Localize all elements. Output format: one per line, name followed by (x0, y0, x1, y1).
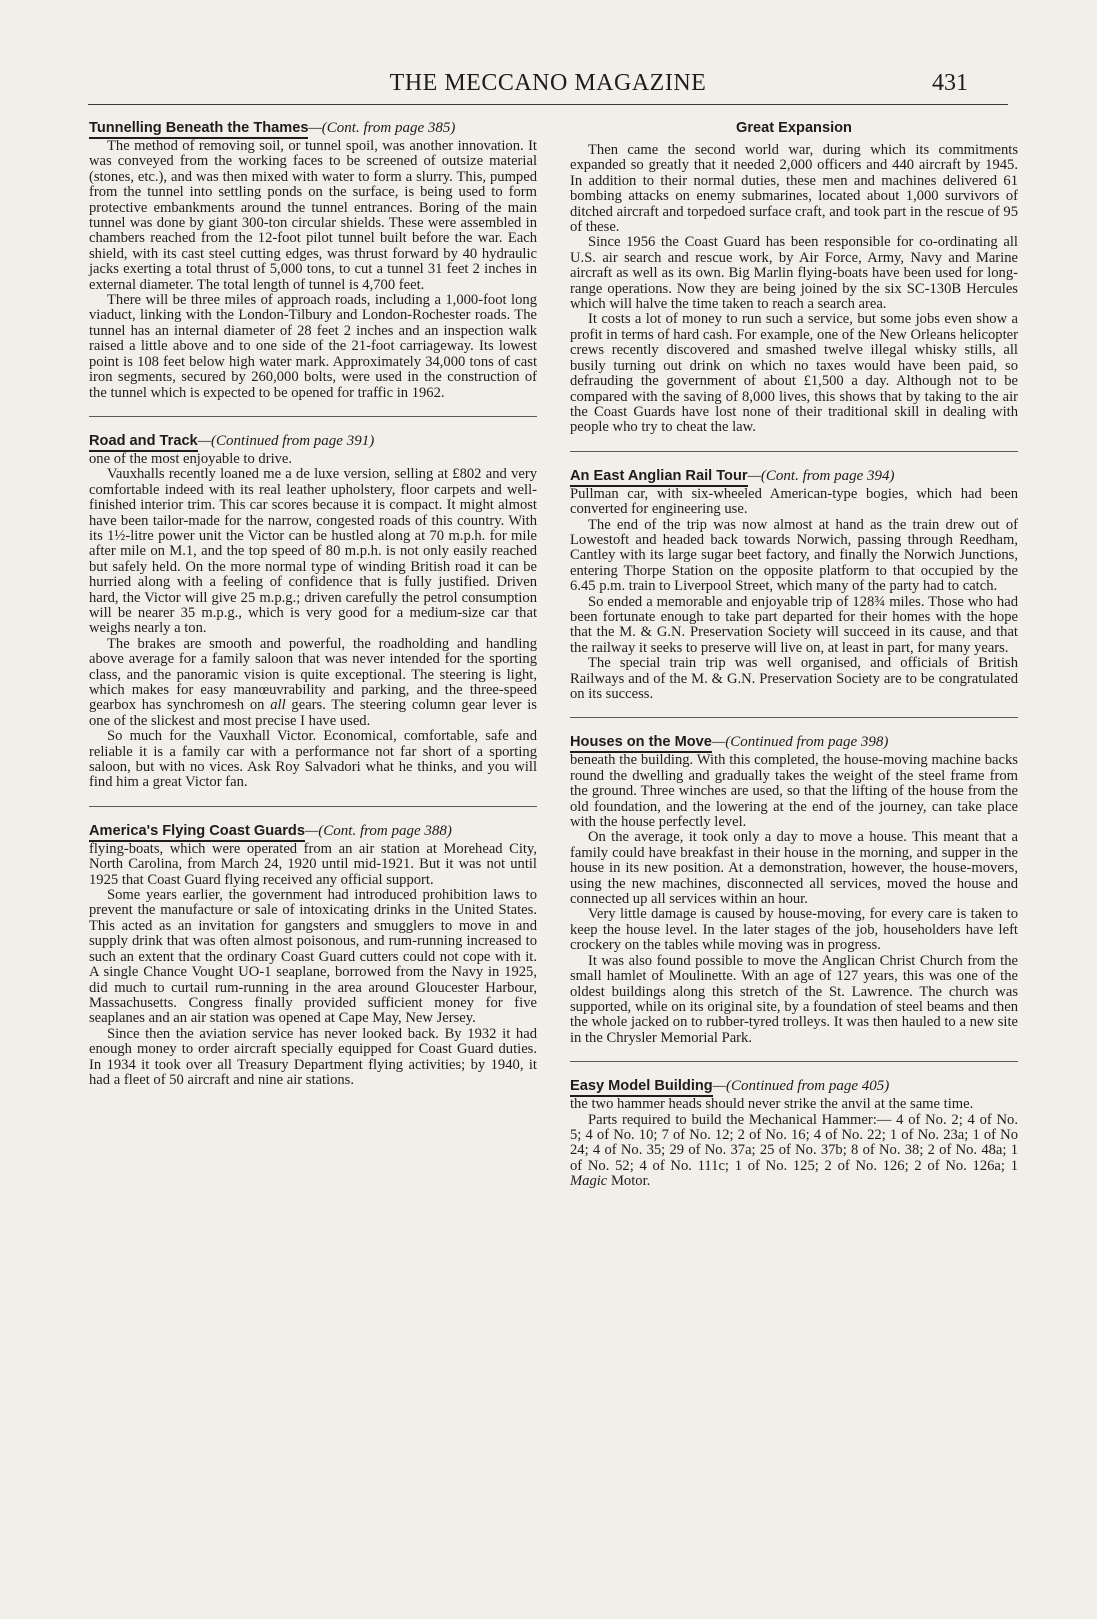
section-divider (89, 806, 537, 807)
article-title: America's Flying Coast Guards (89, 823, 305, 842)
paragraph: Since 1956 the Coast Guard has been responsible for co-ordinating all U.S. air search and rescue work, by Air Force, Army, Navy and Marine aircraft as well as its own. Big Marlin flying-boats have been used for long-range operations. Now they are being joined by the six SC-130B Hercules which will halve the time taken to reach a search area. (570, 234, 1018, 313)
paragraph: On the average, it took only a day to move a house. This meant that a family could have breakfast in their house in the morning, and supper in the house in its new position. At a demonstration, however, the house-movers, using the new machines, disconnected all services, moved the house and connected up all services within an hour. (570, 829, 1018, 908)
paragraph: It was also found possible to move the Anglican Christ Church from the small hamlet of Moulinette. With an age of 127 years, this was one of the oldest buildings along this stretch of the St. Lawrence. The church was supported, while on its original site, by a foundation of steel beams and then the whole jacked on to rubber-tyred trolleys. It was then hauled to a new site in the Chrysler Memorial Park. (570, 952, 1018, 1046)
paragraph: Some years earlier, the government had introduced prohibition laws to prevent the manufacture or sale of intoxicating drinks in the United States. This acted as an invitation for gangsters and smugglers to move in and supply drink that was often almost poisonous, and rum-running increased to such an extent that the ordinary Coast Guard cutters could not cope with it. A single Chance Vought UO-1 seaplane, borrowed from the Navy in 1925, did much to curtail rum-running in the area around Gloucester Harbour, Massachusetts. Congress finally provided sufficient money for five seaplanes and an air station was opened at Cape May, New Jersey. (89, 887, 537, 1027)
article-heading (89, 120, 537, 137)
article-title: Easy Model Building (570, 1078, 713, 1097)
paragraph: Vauxhalls recently loaned me a de luxe version, selling at £802 and very comfortable indeed with its real leather upholstery, floor carpets and well-finished interior trim. This car scores because it is compact. It might almost have been tailor-made for the narrow, congested roads of this country. With its 1½-litre power unit the Victor can be hustled along at 70 m.p.h. for mile after mile on M.1, and the top speed of 80 m.p.h. is not only easily reached but safely held. On the more normal type of winding British road it can be hurried along with a feeling of confidence that is fully justified. Driven hard, the Victor will give 25 m.p.g.; driven carefully the petrol consumption will be nearer 35 m.p.g., which is very good for a medium-size car that weighs nearly a ton. (89, 466, 537, 637)
continued-note: —(Continued from page 405) (712, 1078, 890, 1095)
paragraph (570, 1113, 1018, 1190)
left-column (89, 120, 537, 1088)
article-heading (89, 823, 537, 840)
magazine-title: THE MECCANO MAGAZINE (389, 70, 707, 96)
section-divider (570, 717, 1018, 718)
paragraph: The end of the trip was now almost at hand as the train drew out of Lowestoft and headed back towards Norwich, passing through Reedham, Cantley with its large sugar beet factory, and finally the Norwich Junctions, entering Thorpe Station on the opposite platform to that occupied by the 6.45 p.m. train to Liverpool Street, which many of the party had to catch. (570, 516, 1018, 595)
section-divider (570, 1061, 1018, 1062)
article-easy-model-building (570, 1078, 1018, 1189)
emphasis: Magic (570, 1173, 608, 1190)
continued-note: —(Continued from page 398) (711, 734, 889, 751)
paragraph: The method of removing soil, or tunnel spoil, was another innovation. It was conveyed from the working faces to be screened of outsize material (stones, etc.), and was then mixed with water to form a slurry. This, pumped from the tunnel into settling ponds on the surface, is being used to form protective embankments around the tunnel entrances. Boring of the main tunnel was done by giant 300-ton circular shields. These were assembled in chambers reached from the 12-foot pilot tunnel built before the war. Each shield, with its cast steel cutting edges, was thrust forward by 40 hydraulic jacks exerting a total thrust of 5,000 tons, to cut a tunnel 31 feet 2 inches in external diameter. The total length of tunnel is 4,700 feet. (89, 138, 537, 293)
article-houses-on-the-move (570, 734, 1018, 1046)
paragraph: It costs a lot of money to run such a service, but some jobs even show a profit in terms of hard cash. For example, one of the New Orleans helicopter crews recently discovered and smashed twelve illegal whisky stills, all busily turning out drink on which no taxes would have been paid, so defrauding the government of about £1,500 a day. Although not to be compared with the saving of 8,000 lives, this shows that by taking to the air the Coast Guards have lost none of their traditional skill in dealing with people who try to cheat the law. (570, 311, 1018, 436)
paragraph: beneath the building. With this completed, the house-moving machine backs round the dwelling and gradually takes the weight of the steel frame from the ground. Three winches are used, so that the lifting of the house from the old foundation, and the lowering at the end of the journey, can take place with the house perfectly level. (570, 752, 1018, 831)
paragraph: flying-boats, which were operated from an air station at Morehead City, North Carolina, from March 24, 1920 until mid-1921. But it was not until 1925 that Coast Guard flying received any official support. (89, 840, 537, 888)
section-divider (89, 416, 537, 417)
paragraph: Since then the aviation service has never looked back. By 1932 it had enough money to order aircraft specially equipped for Coast Guard duties. In 1934 it took over all Treasury Department flying activities; by 1940, it had a fleet of 50 aircraft and nine air stations. (89, 1025, 537, 1088)
masthead (88, 64, 1008, 105)
continued-note: —(Continued from page 391) (197, 432, 375, 449)
article-coast-guards (89, 823, 537, 1089)
article-great-expansion (570, 120, 1018, 436)
paragraph: Then came the second world war, during which its commitments expanded so greatly that it needed 2,000 officers and 440 aircraft by 1945. In addition to their normal duties, these men and machines delivered 61 bombing attacks on enemy submarines, located about 1,000 survivors of ditched aircraft and torpedoed surface craft, and took part in the rescue of 95 of these. (570, 142, 1018, 236)
article-title: Tunnelling Beneath the Thames (89, 120, 308, 139)
paragraph: The special train trip was well organised, and officials of British Railways and of the M. & G.N. Preservation Society are to be congratulated on its success. (570, 655, 1018, 702)
article-title: Houses on the Move (570, 734, 712, 753)
paragraph: So ended a memorable and enjoyable trip of 128¾ miles. Those who had been fortunate enough to take part departed for their homes with the hope that the M. & G.N. Preservation Society will succeed in its cause, and that the railway it seeks to preserve will live on, at least in part, for many years. (570, 593, 1018, 656)
article-title: Road and Track (89, 433, 198, 452)
continued-note: —(Cont. from page 394) (747, 467, 895, 484)
article-rail-tour (570, 468, 1018, 703)
text-run: The brakes are smooth and powerful, the roadholding and handling above average for a family saloon that was never intended for the sporting class, and the panoramic vision is quite exceptional. The steering is light, which makes for easy manœuvrability and parking, and the three-speed gearbox has synchromesh on (89, 635, 537, 714)
article-heading (570, 734, 1018, 751)
text-run: Motor. (610, 1173, 651, 1190)
page-number: 431 (932, 70, 968, 96)
article-heading (89, 433, 537, 450)
section-heading: Great Expansion (736, 120, 852, 136)
section-divider (570, 451, 1018, 452)
paragraph: the two hammer heads should never strike the anvil at the same time. (570, 1096, 974, 1113)
paragraph: Very little damage is caused by house-moving, for every care is taken to keep the house level. In the later stages of the job, householders have left crockery on the tables while moving was in progress. (570, 906, 1018, 954)
paragraph (89, 637, 537, 729)
paragraph: one of the most enjoyable to drive. (89, 450, 293, 467)
article-road-and-track (89, 433, 537, 791)
continued-note: —(Cont. from page 388) (304, 822, 452, 839)
text-run: gears. The steering column gear lever is one of the slickest and most precise I have used. (89, 697, 537, 729)
article-heading (570, 468, 1018, 485)
paragraph: Pullman car, with six-wheeled American-type bogies, which had been converted for engineering use. (570, 485, 1018, 518)
paragraph: So much for the Vauxhall Victor. Economical, comfortable, safe and reliable it is a family car with a performance not far short of a sporting saloon, but with no vices. Ask Roy Salvadori what he thinks, and you will find him a great Victor fan. (89, 728, 537, 791)
article-heading (570, 1078, 1018, 1095)
text-run: Parts required to build the Mechanical Hammer:— 4 of No. 2; 4 of No. 5; 4 of No. 10; 7 of No. 12; 2 of No. 16; 4 of No. 22; 1 of No. 23a; 1 of No 24; 4 of No. 35; 29 of No. 37a; 25 of No. 37b; 8 of No. 38; 2 of No. 48a; 1 of No. 52; 4 of No. 111c; 1 of No. 125; 2 of No. 126; 2 of No. 126a; 1 (570, 1111, 1018, 1174)
right-column (570, 120, 1018, 1190)
emphasis: all (270, 697, 286, 714)
article-title: An East Anglian Rail Tour (570, 468, 748, 487)
article-tunnelling (89, 120, 537, 401)
continued-note: —(Cont. from page 385) (308, 120, 456, 136)
paragraph: There will be three miles of approach roads, including a 1,000-foot long viaduct, linking with the London-Tilbury and London-Rochester roads. The tunnel has an internal diameter of 28 feet 2 inches and an inspection walk raised a little above and to one side of the 21-foot carriageway. Its lowest point is 108 feet below high water mark. Approximately 34,000 tons of cast iron segments, secured by 260,000 bolts, were used in the construction of the tunnel which is expected to be opened for traffic in 1962. (89, 292, 537, 401)
